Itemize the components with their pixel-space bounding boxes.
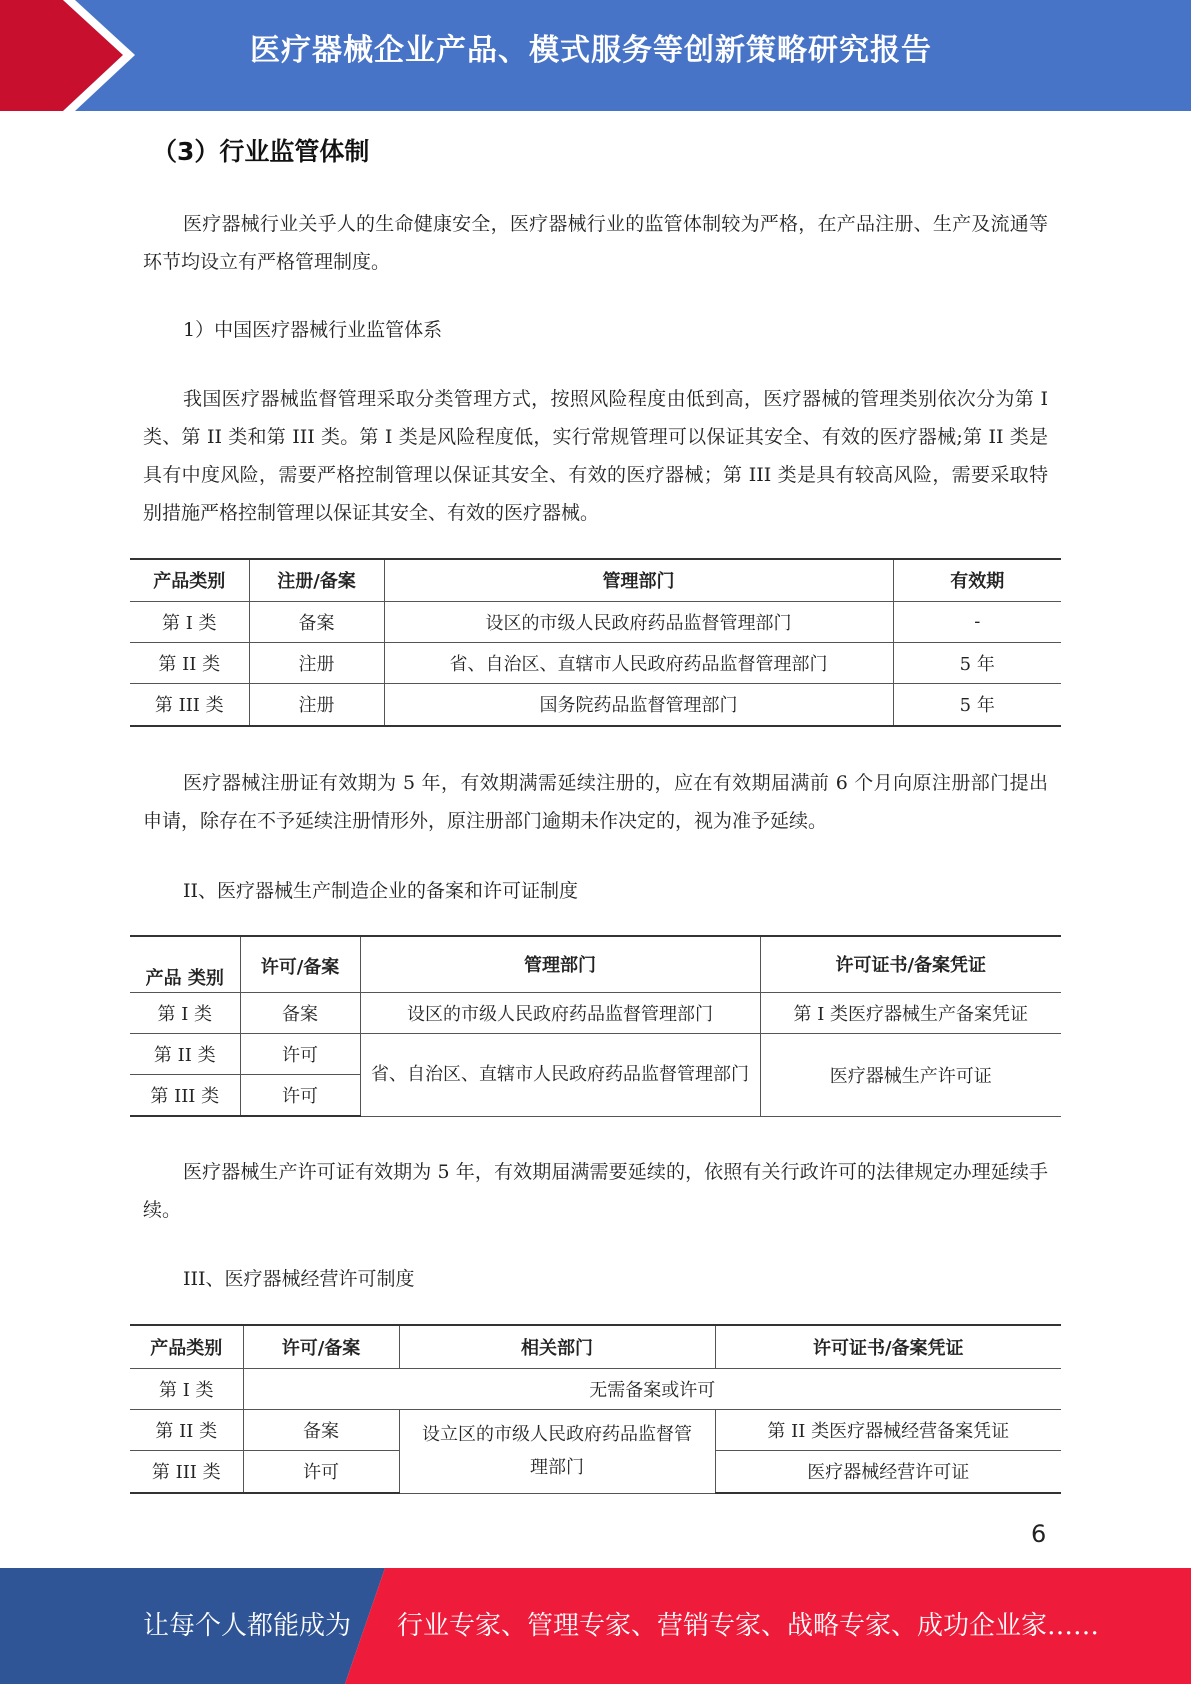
- table-cell: 第 III 类: [130, 1074, 240, 1116]
- table-row: [130, 1033, 1061, 1074]
- table-header: 管理部门: [384, 559, 893, 601]
- table-cell: 省、自治区、直辖市人民政府药品监督管理部门: [384, 642, 893, 683]
- paragraph-validity: 医疗器械注册证有效期为 5 年，有效期满需延续注册的，应在有效期届满前 6 个月向原注册部门提出申请，除存在不予延续注册情形外，原注册部门逾期未作决定的，视为准予延续。: [143, 772, 1048, 832]
- table-cell: 第 I 类: [130, 1368, 243, 1409]
- table-header: 有效期: [893, 559, 1061, 601]
- paragraph-intro: 医疗器械行业关乎人的生命健康安全，医疗器械行业的监管体制较为严格，在产品注册、生产及流通等环节均设立有严格管理制度。: [143, 213, 1048, 273]
- table-cell: -: [893, 601, 1061, 642]
- table-row: [130, 601, 1061, 642]
- table-cell: 许可: [243, 1450, 399, 1493]
- table-header: 许可证书/备案凭证: [760, 936, 1061, 992]
- table-cell: 第 II 类: [130, 1033, 240, 1074]
- table-header: 管理部门: [360, 936, 760, 992]
- table-cell: 5 年: [893, 683, 1061, 726]
- table-row: [130, 1368, 1061, 1409]
- page-number: 6: [1031, 1520, 1047, 1548]
- table-cell: 医疗器械生产许可证: [760, 1033, 1061, 1116]
- table-cell: 备案: [243, 1409, 399, 1450]
- table-cell: 省、自治区、直辖市人民政府药品监督管理部门: [360, 1033, 760, 1116]
- footer-slogan-right: 行业专家、管理专家、营销专家、战略专家、成功企业家……: [397, 1611, 1100, 1641]
- table-cell: 备案: [249, 601, 384, 642]
- paragraph-production-validity: 医疗器械生产许可证有效期为 5 年，有效期届满需要延续的，依照有关行政许可的法律规定办理延续手续。: [143, 1161, 1048, 1221]
- table-row: [130, 992, 1061, 1033]
- table-cell: 设区的市级人民政府药品监督管理部门: [360, 992, 760, 1033]
- paragraph-classification: 我国医疗器械监督管理采取分类管理方式，按照风险程度由低到高，医疗器械的管理类别依次分为第 I 类、第 II 类和第 III 类。第 I 类是风险程度低，实行常规管理可以保证其安全、有效的医疗器械;第 II 类是具有中度风险，需要严格控制管理以保证其安全、有效的医疗器械；第 III 类是具有较高风险，需要采取特别措施严格控制管理以保证其安全、有效的医疗器械。: [143, 388, 1048, 524]
- table-cell: 第 II 类医疗器械经营备案凭证: [715, 1409, 1061, 1450]
- table-header: 产品 类别: [130, 936, 240, 992]
- table-row: [130, 683, 1061, 726]
- table-cell: 医疗器械经营许可证: [715, 1450, 1061, 1493]
- table-cell: 设区的市级人民政府药品监督管理部门: [384, 601, 893, 642]
- table-cell: 注册: [249, 683, 384, 726]
- subheading-distribution: III、医疗器械经营许可制度: [183, 1268, 415, 1290]
- table-header: 相关部门: [399, 1325, 715, 1368]
- header-banner: [0, 0, 1191, 111]
- table-row: [130, 1409, 1061, 1450]
- table-cell: 国务院药品监督管理部门: [384, 683, 893, 726]
- table-header: 许可/备案: [240, 936, 360, 992]
- table-cell: 注册: [249, 642, 384, 683]
- table-header: 产品类别: [130, 559, 249, 601]
- subheading-system: 1）中国医疗器械行业监管体系: [183, 319, 443, 341]
- registration-table: [130, 558, 1061, 727]
- table-cell: 许可: [240, 1033, 360, 1074]
- table-cell: 5 年: [893, 642, 1061, 683]
- table-header: 许可/备案: [243, 1325, 399, 1368]
- table-cell: 第 I 类: [130, 992, 240, 1033]
- footer-banner: [0, 1568, 1191, 1684]
- table-cell: 无需备案或许可: [243, 1368, 1061, 1409]
- table-header: 产品类别: [130, 1325, 243, 1368]
- report-title: 医疗器械企业产品、模式服务等创新策略研究报告: [250, 33, 932, 68]
- table-cell: 第 III 类: [130, 1450, 243, 1493]
- table-cell: 设立区的市级人民政府药品监督管理部门: [399, 1409, 715, 1493]
- table-row: [130, 642, 1061, 683]
- table-cell: 第 I 类医疗器械生产备案凭证: [760, 992, 1061, 1033]
- subheading-production: II、医疗器械生产制造企业的备案和许可证制度: [183, 880, 579, 902]
- table-cell: 第 II 类: [130, 1409, 243, 1450]
- table-header: 注册/备案: [249, 559, 384, 601]
- distribution-license-table: [130, 1324, 1061, 1494]
- table-cell: 第 III 类: [130, 683, 249, 726]
- table-cell: 第 II 类: [130, 642, 249, 683]
- footer-slogan-left: 让每个人都能成为: [143, 1611, 352, 1641]
- section-heading: （3）行业监管体制: [152, 137, 370, 166]
- table-cell: 第 I 类: [130, 601, 249, 642]
- table-cell: 许可: [240, 1074, 360, 1116]
- table-cell: 备案: [240, 992, 360, 1033]
- production-license-table: [130, 935, 1061, 1117]
- table-header: 许可证书/备案凭证: [715, 1325, 1061, 1368]
